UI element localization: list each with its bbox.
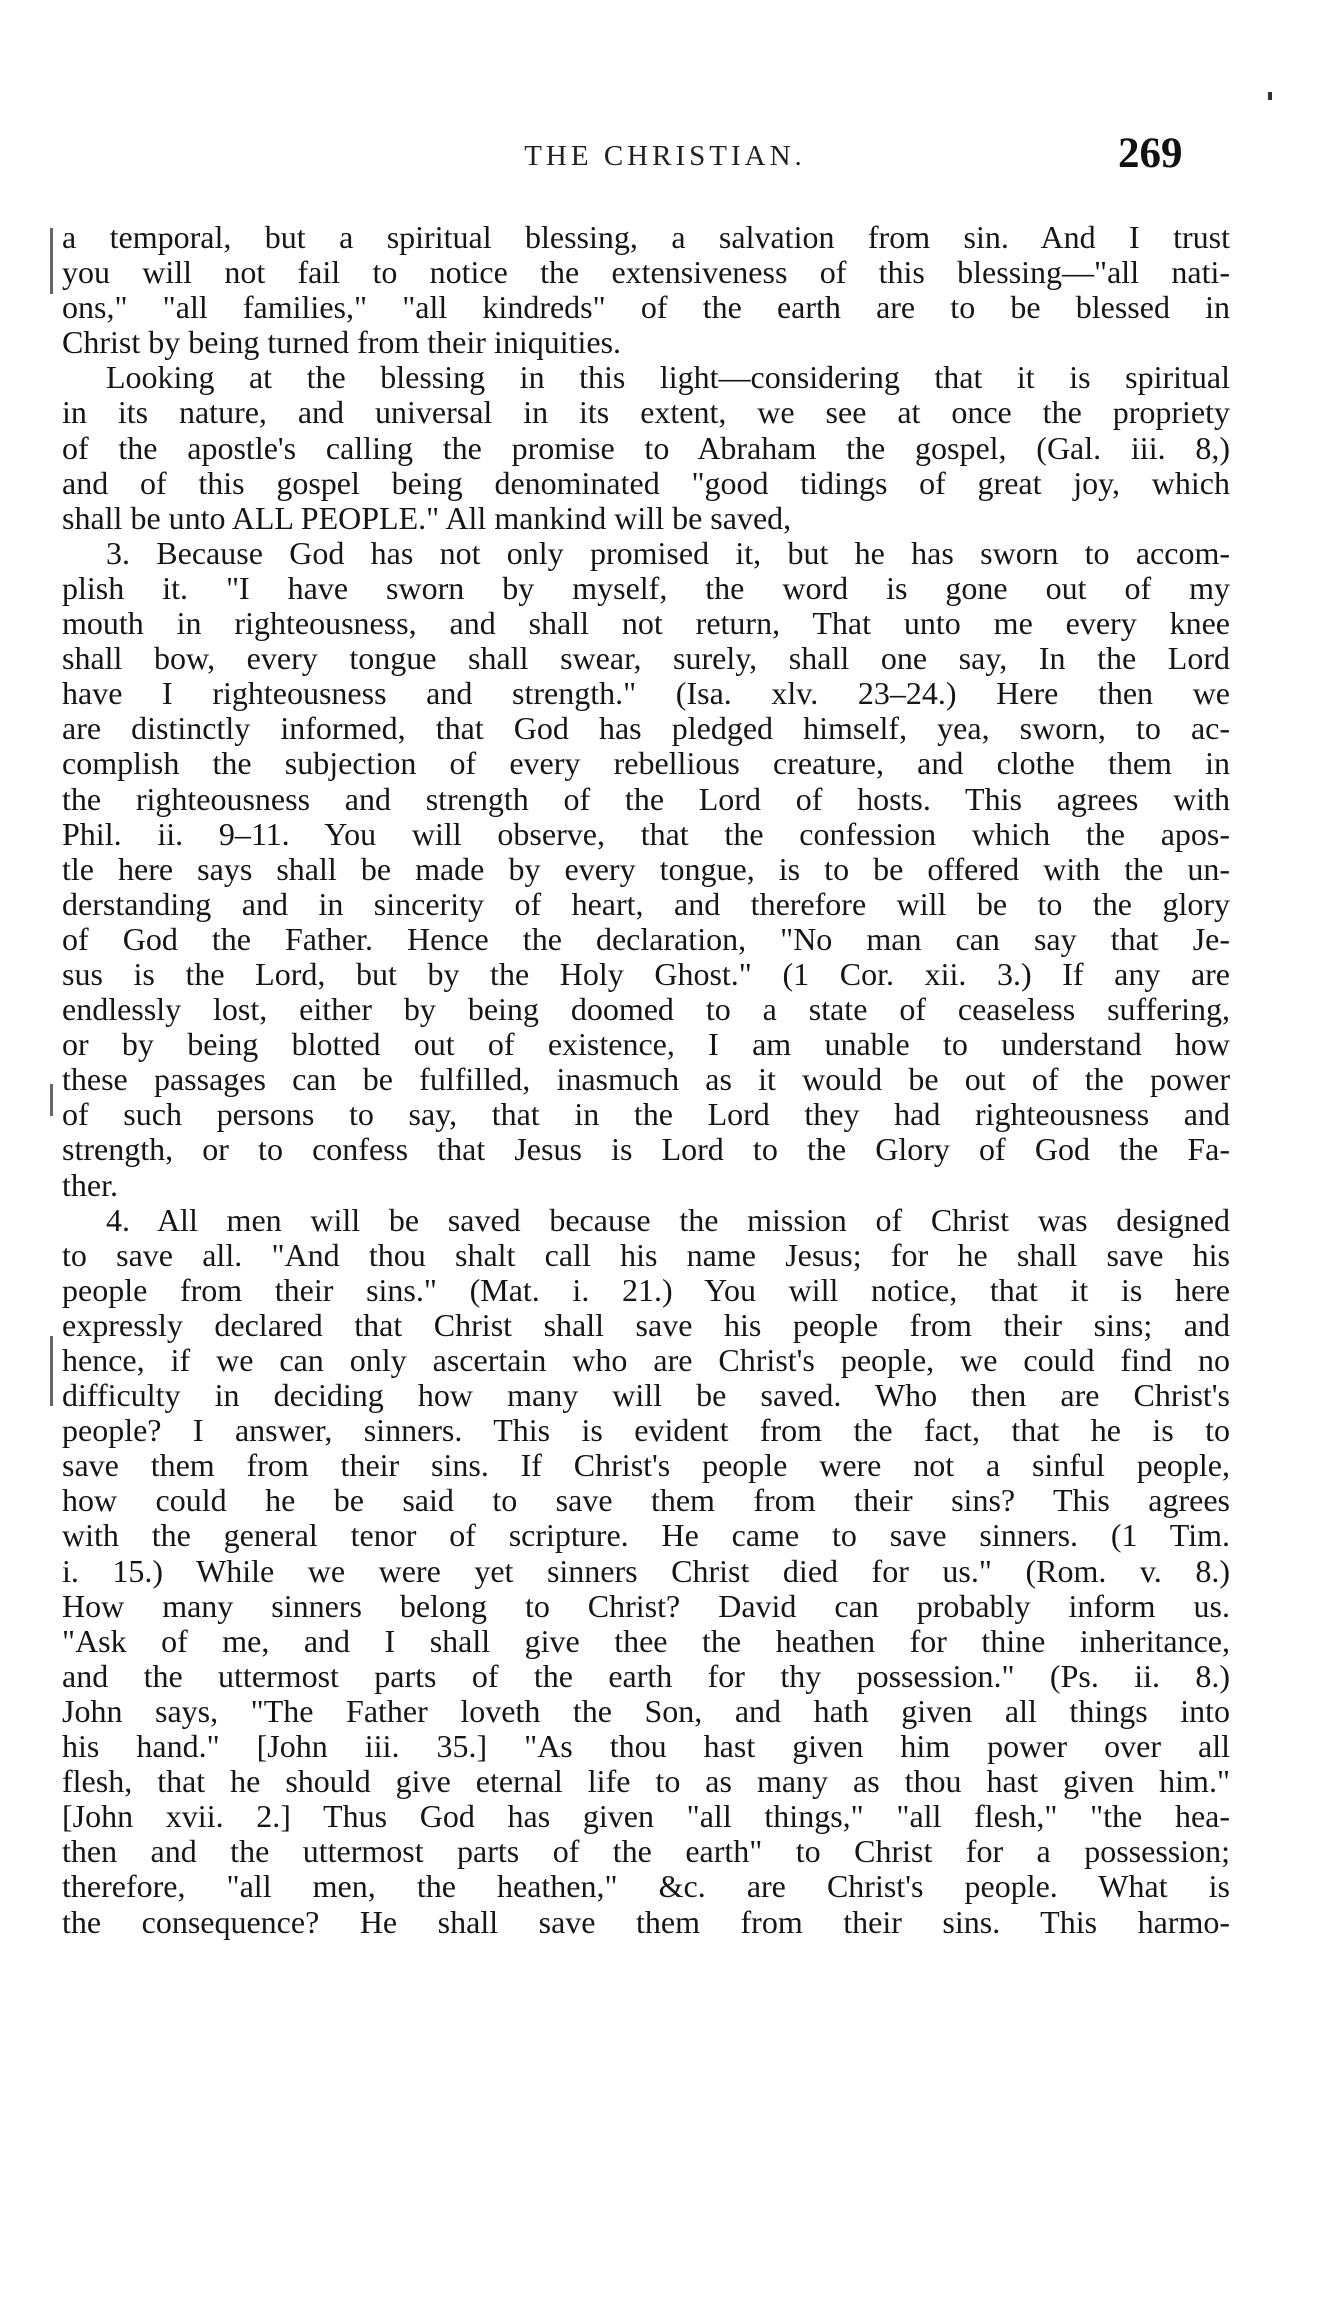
text-line: and of this gospel being denominated "good tidings of great joy, which — [62, 465, 1230, 501]
print-speck — [1268, 92, 1272, 100]
text-line: John says, "The Father loveth the Son, and hath given all things into — [62, 1693, 1230, 1729]
text-line: people from their sins." (Mat. i. 21.) You will notice, that it is here — [62, 1272, 1230, 1308]
text-line: derstanding and in sincerity of heart, and therefore will be to the glory — [62, 886, 1230, 922]
margin-line — [50, 228, 53, 294]
text-line: mouth in righteousness, and shall not return, That unto me every knee — [62, 606, 1230, 642]
text-line: 4. All men will be saved because the mission of Christ was designed — [106, 1202, 1230, 1238]
text-line: flesh, that he should give eternal life to as many as thou hast given him." — [62, 1764, 1230, 1800]
margin-line — [50, 1084, 53, 1116]
text-line: Phil. ii. 9–11. You will observe, that the confession which the apos- — [62, 816, 1230, 852]
text-line: these passages can be fulfilled, inasmuch as it would be out of the power — [62, 1062, 1230, 1098]
text-line: therefore, "all men, the heathen," &c. are Christ's people. What is — [62, 1869, 1230, 1905]
text-line: with the general tenor of scripture. He came to save sinners. (1 Tim. — [62, 1518, 1230, 1554]
text-line: are distinctly informed, that God has pledged himself, yea, sworn, to ac- — [62, 711, 1230, 747]
text-line: shall be unto ALL PEOPLE." All mankind will be saved, — [62, 500, 792, 536]
text-line: shall bow, every tongue shall swear, surely, shall one say, In the Lord — [62, 641, 1230, 677]
text-line: i. 15.) While we were yet sinners Christ died for us." (Rom. v. 8.) — [62, 1553, 1230, 1589]
text-line: then and the uttermost parts of the earth" to Christ for a possession; — [62, 1834, 1230, 1870]
text-line: sus is the Lord, but by the Holy Ghost." (1 Cor. xii. 3.) If any are — [62, 956, 1230, 992]
text-line: 3. Because God has not only promised it, but he has sworn to accom- — [106, 535, 1230, 571]
text-line: Christ by being turned from their iniquities. — [62, 325, 622, 361]
text-line: and the uttermost parts of the earth for thy possession." (Ps. ii. 8.) — [62, 1658, 1230, 1694]
text-line: how could he be said to save them from their sins? This agrees — [62, 1483, 1230, 1519]
text-line: "Ask of me, and I shall give thee the heathen for thine inheritance, — [62, 1623, 1230, 1659]
text-line: in its nature, and universal in its extent, we see at once the propriety — [62, 395, 1230, 431]
text-line: ther. — [62, 1167, 118, 1203]
text-line: plish it. "I have sworn by myself, the word is gone out of my — [62, 570, 1230, 606]
running-title: THE CHRISTIAN. — [524, 140, 806, 172]
text-line: have I righteousness and strength." (Isa. xlv. 23–24.) Here then we — [62, 676, 1230, 712]
text-line: complish the subjection of every rebellious creature, and clothe them in — [62, 746, 1230, 782]
text-line: the righteousness and strength of the Lord of hosts. This agrees with — [62, 781, 1230, 817]
text-line: save them from their sins. If Christ's people were not a sinful people, — [62, 1448, 1230, 1484]
text-line: or by being blotted out of existence, I am unable to understand how — [62, 1027, 1230, 1063]
text-line: a temporal, but a spiritual blessing, a salvation from sin. And I trust — [62, 220, 1230, 255]
body-text — [62, 220, 1230, 1940]
page-number: 269 — [1118, 130, 1183, 177]
margin-line — [50, 1336, 53, 1406]
text-line: of such persons to say, that in the Lord they had righteousness and — [62, 1097, 1230, 1133]
text-line: hence, if we can only ascertain who are Christ's people, we could find no — [62, 1343, 1230, 1378]
text-line: the consequence? He shall save them from their sins. This harmo- — [62, 1904, 1230, 1940]
text-line: endlessly lost, either by being doomed to a state of ceaseless suffering, — [62, 992, 1230, 1028]
text-line: of the apostle's calling the promise to Abraham the gospel, (Gal. iii. 8,) — [62, 430, 1230, 466]
text-line: ons," "all families," "all kindreds" of the earth are to be blessed in — [62, 290, 1230, 326]
text-line: How many sinners belong to Christ? David can probably inform us. — [62, 1588, 1230, 1624]
text-line: [John xvii. 2.] Thus God has given "all things," "all flesh," "the hea- — [62, 1799, 1230, 1835]
text-line: people? I answer, sinners. This is evident from the fact, that he is to — [62, 1413, 1230, 1449]
text-line: tle here says shall be made by every tongue, is to be offered with the un- — [62, 851, 1230, 887]
text-line: you will not fail to notice the extensiveness of this blessing—"all nati- — [62, 255, 1230, 291]
text-line: expressly declared that Christ shall save his people from their sins; and — [62, 1307, 1230, 1343]
text-line: his hand." [John iii. 35.] "As thou hast given him power over all — [62, 1729, 1230, 1765]
text-line: difficulty in deciding how many will be saved. Who then are Christ's — [62, 1378, 1230, 1414]
text-line: Looking at the blessing in this light—considering that it is spiritual — [106, 360, 1230, 396]
text-line: to save all. "And thou shalt call his name Jesus; for he shall save his — [62, 1237, 1230, 1273]
text-line: strength, or to confess that Jesus is Lord to the Glory of God the Fa- — [62, 1132, 1230, 1168]
text-line: of God the Father. Hence the declaration, "No man can say that Je- — [62, 921, 1230, 957]
